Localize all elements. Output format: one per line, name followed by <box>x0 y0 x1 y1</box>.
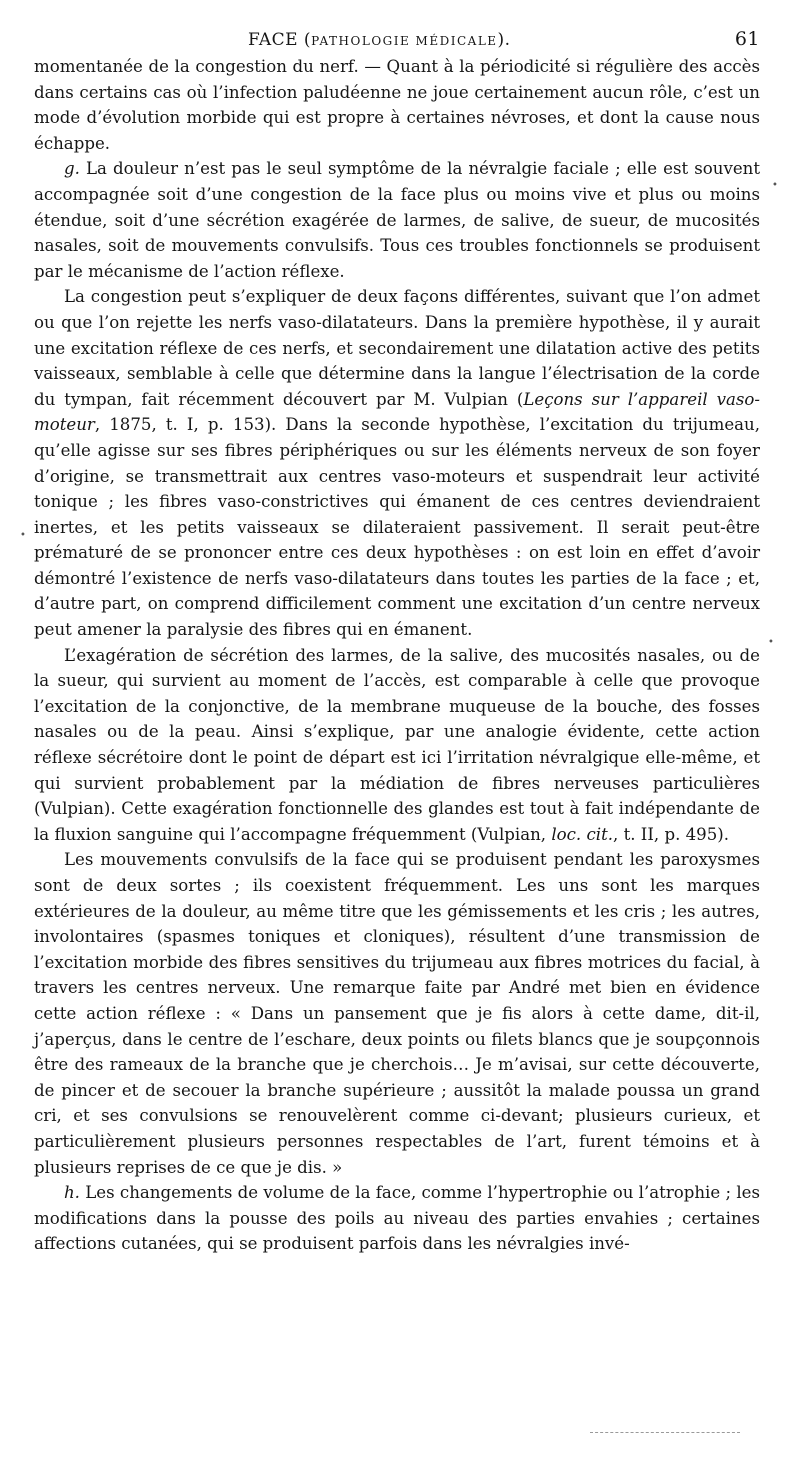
header-title <box>248 30 511 50</box>
document-page <box>34 26 760 1257</box>
italic-text: g. <box>64 159 80 179</box>
text-segment: , t. II, p. 495). <box>613 824 730 844</box>
italic-text: Leçons sur l’appareil vaso-moteur <box>34 389 760 435</box>
text-segment: La douleur n’est pas le seul symptôme de la névralgie faciale ; elle est souvent accompagnée soit d’une congestion de la face plus ou moins vive et plus ou moins étendue, soit d’une sécrétion exagérée de larmes, de salive, de sueur, de mucosités nasales, soit de mouvements convulsifs. Tous ces troubles fonctionnels se produisent par le mécanisme de l’action réflexe. <box>34 159 760 281</box>
paragraph-p3 <box>34 284 760 642</box>
italic-text: h. <box>64 1183 80 1203</box>
page-number: 61 <box>734 28 760 50</box>
paragraph-p1 <box>34 54 760 156</box>
italic-text: loc. cit. <box>551 824 614 844</box>
text-segment: momentanée de la congestion du nerf. — Quant à la périodicité si régulière des accès dans certains cas où l’infection paludéenne ne joue certainement aucun rôle, c’est un mode d’évolution morbide qui est propre à certaines névroses, et dont la cause nous échappe. <box>34 57 760 153</box>
margin-dot: • <box>20 530 26 541</box>
margin-dot: • <box>768 637 774 648</box>
text-segment: Les mouvements convulsifs de la face qui se produisent pendant les paroxysmes sont de deux sortes ; ils coexistent fréquemment. Les uns sont les marques extérieures de la douleur, au même titre que les gémissements et les cris ; les autres, involontaires (spasmes toniques et cloniques), résultent d’une transmission de l’excitation morbide des fibres sensitives du trijumeau aux fibres motrices du facial, à travers les centres nerveux. Une remarque faite par André met bien en évidence cette action réflexe : « Dans un pansement que je fis alors à cette dame, dit-il, j’aperçus, dans le centre de l’eschare, deux points ou filets blancs que je soupçonnois être des rameaux de la branche que je cherchois… Je m’avisai, sur cette découverte, de pincer et de secouer la branche supérieure ; aussitôt la malade poussa un grand cri, et ses convulsions se renouvelèrent comme ci-devant; plusieurs curieux, et particulièrement plusieurs personnes respectables de l’art, furent témoins et à plusieurs reprises de ce que je dis. » <box>34 850 760 1177</box>
margin-dot: • <box>772 180 778 191</box>
text-segment: La congestion peut s’expliquer de deux façons différentes, suivant que l’on admet ou que l’on rejette les nerfs vaso-dilatateurs. Dans la première hypothèse, il y aurait une excitation réflexe de ces nerfs, et secondairement une dilatation active des petits vaisseaux, semblable à celle que détermine dans la langue l’électrisation de la corde du tympan, fait récemment découvert par M. Vulpian ( <box>34 287 760 409</box>
paragraph-p2 <box>34 156 760 284</box>
header-title-close: ). <box>497 30 511 50</box>
text-segment: Les changements de volume de la face, comme l’hypertrophie ou l’atrophie ; les modifications dans la pousse des poils au niveau des parties envahies ; certaines affections cutanées, qui se produisent parfois dans les névralgies invé- <box>34 1183 760 1254</box>
paragraph-p6 <box>34 1180 760 1257</box>
text-segment: , 1875, t. I, p. 153). Dans la seconde hypothèse, l’excitation du trijumeau, qu’elle agisse sur ses fibres périphériques ou sur les éléments nerveux de son foyer d’origine, se transmettrait aux centres vaso-moteurs et suspendrait leur activité tonique ; les fibres vaso-constrictives qui émanent de ces centres deviendraient inertes, et les petits vaisseaux se dilateraient passivement. Il serait peut-être prématuré de se prononcer entre ces deux hypothèses : on est loin en effet d’avoir démontré l’existence de nerfs vaso-dilatateurs dans toutes les parties de la face ; et, d’autre part, on comprend difficilement comment une excitation d’un centre nerveux peut amener la paralysie des fibres qui en émanent. <box>34 415 760 640</box>
paragraph-p4 <box>34 643 760 848</box>
header-title-small: PATHOLOGIE MÉDICALE <box>311 34 498 48</box>
bottom-rule <box>590 1432 740 1433</box>
header-title-main: FACE ( <box>248 30 312 50</box>
running-header <box>34 26 760 54</box>
body-text <box>34 54 760 1257</box>
text-segment: L’exagération de sécrétion des larmes, de la salive, des mucosités nasales, ou de la sueur, qui survient au moment de l’accès, est comparable à celle que provoque l’excitation de la conjonctive, de la membrane muqueuse de la bouche, des fosses nasales ou de la peau. Ainsi s’explique, par une analogie évidente, cette action réflexe sécrétoire dont le point de départ est ici l’irritation névralgique elle-même, et qui survient probablement par la médiation de fibres nerveuses particulières (Vulpian). Cette exagération fonctionnelle des glandes est tout à fait indépendante de la fluxion sanguine qui l’accompagne fréquemment (Vulpian, <box>34 645 760 844</box>
paragraph-p5 <box>34 847 760 1180</box>
